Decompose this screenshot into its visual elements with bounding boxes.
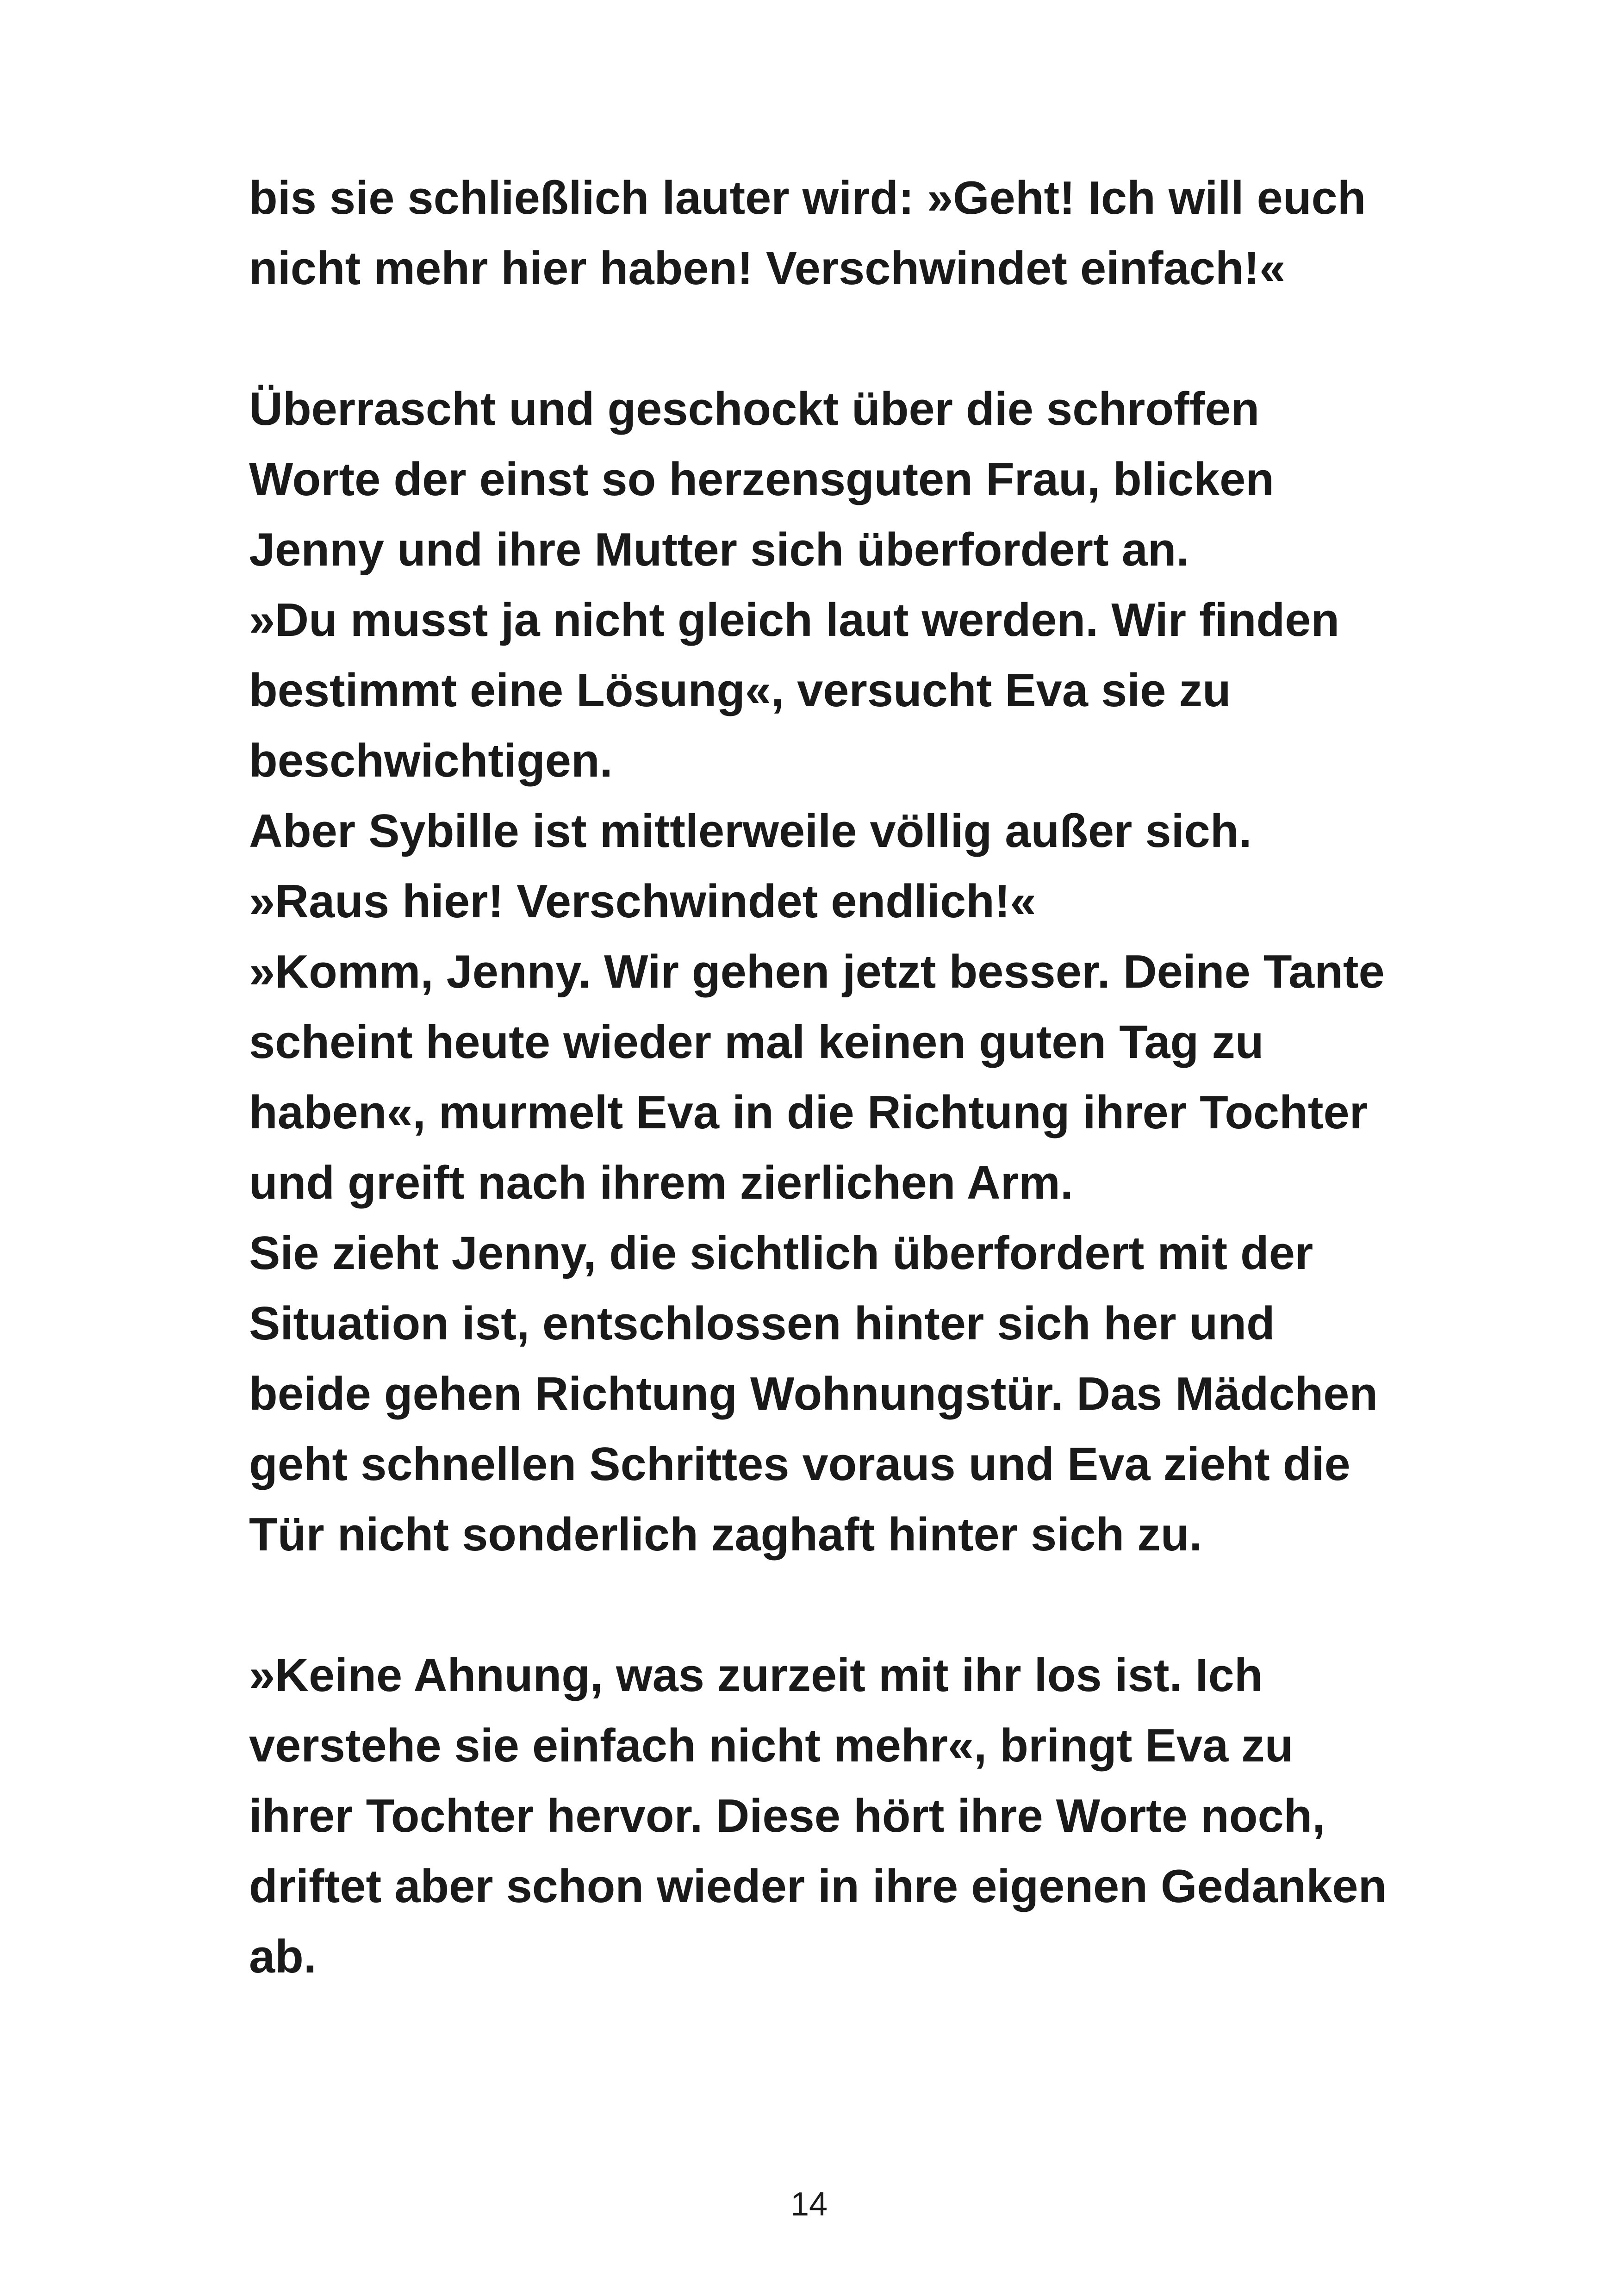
paragraph-spacer — [249, 304, 1522, 374]
text-line: bestimmt eine Lösung«, versucht Eva sie zu — [249, 665, 1231, 716]
text-line: haben«, murmelt Eva in die Richtung ihrer Tochter — [249, 1087, 1368, 1139]
text-line: ihrer Tochter hervor. Diese hört ihre Worte noch, — [249, 1790, 1326, 1842]
text-line: Sie zieht Jenny, die sichtlich überfordert mit der — [249, 1227, 1313, 1279]
text-line: »Du musst ja nicht gleich laut werden. Wir finden — [249, 594, 1340, 646]
text-line: »Komm, Jenny. Wir gehen jetzt besser. Deine Tante — [249, 946, 1385, 998]
text-line: Worte der einst so herzensguten Frau, blicken — [249, 454, 1274, 505]
text-line: scheint heute wieder mal keinen guten Tag zu — [249, 1016, 1264, 1068]
text-line: und greift nach ihrem zierlichen Arm. — [249, 1157, 1073, 1209]
text-line: geht schnellen Schrittes voraus und Eva zieht die — [249, 1438, 1350, 1490]
paragraph-2 — [249, 374, 1522, 1570]
text-line: verstehe sie einfach nicht mehr«, bringt Eva zu — [249, 1720, 1294, 1772]
paragraph-3 — [249, 1640, 1522, 1992]
text-line: beide gehen Richtung Wohnungstür. Das Mädchen — [249, 1368, 1378, 1420]
page-number: 14 — [790, 2186, 828, 2223]
text-line: Jenny und ihre Mutter sich überfordert an. — [249, 524, 1189, 576]
text-line: Überrascht und geschockt über die schroffen — [249, 383, 1260, 435]
text-line: bis sie schließlich lauter wird: »Geht! Ich will euch — [249, 172, 1366, 224]
text-line: nicht mehr hier haben! Verschwindet einfach!« — [249, 243, 1286, 294]
text-line: Situation ist, entschlossen hinter sich her und — [249, 1298, 1275, 1350]
text-line: driftet aber schon wieder in ihre eigenen Gedanken — [249, 1860, 1387, 1912]
text-line: Tür nicht sonderlich zaghaft hinter sich zu. — [249, 1509, 1202, 1561]
page-text — [249, 163, 1522, 1992]
paragraph-1 — [249, 163, 1522, 304]
text-line: Aber Sybille ist mittlerweile völlig außer sich. — [249, 805, 1252, 857]
text-line: »Keine Ahnung, was zurzeit mit ihr los ist. Ich — [249, 1649, 1263, 1701]
paragraph-spacer — [249, 1570, 1522, 1640]
text-line: »Raus hier! Verschwindet endlich!« — [249, 876, 1036, 927]
text-line: beschwichtigen. — [249, 735, 613, 787]
text-line: ab. — [249, 1931, 317, 1983]
